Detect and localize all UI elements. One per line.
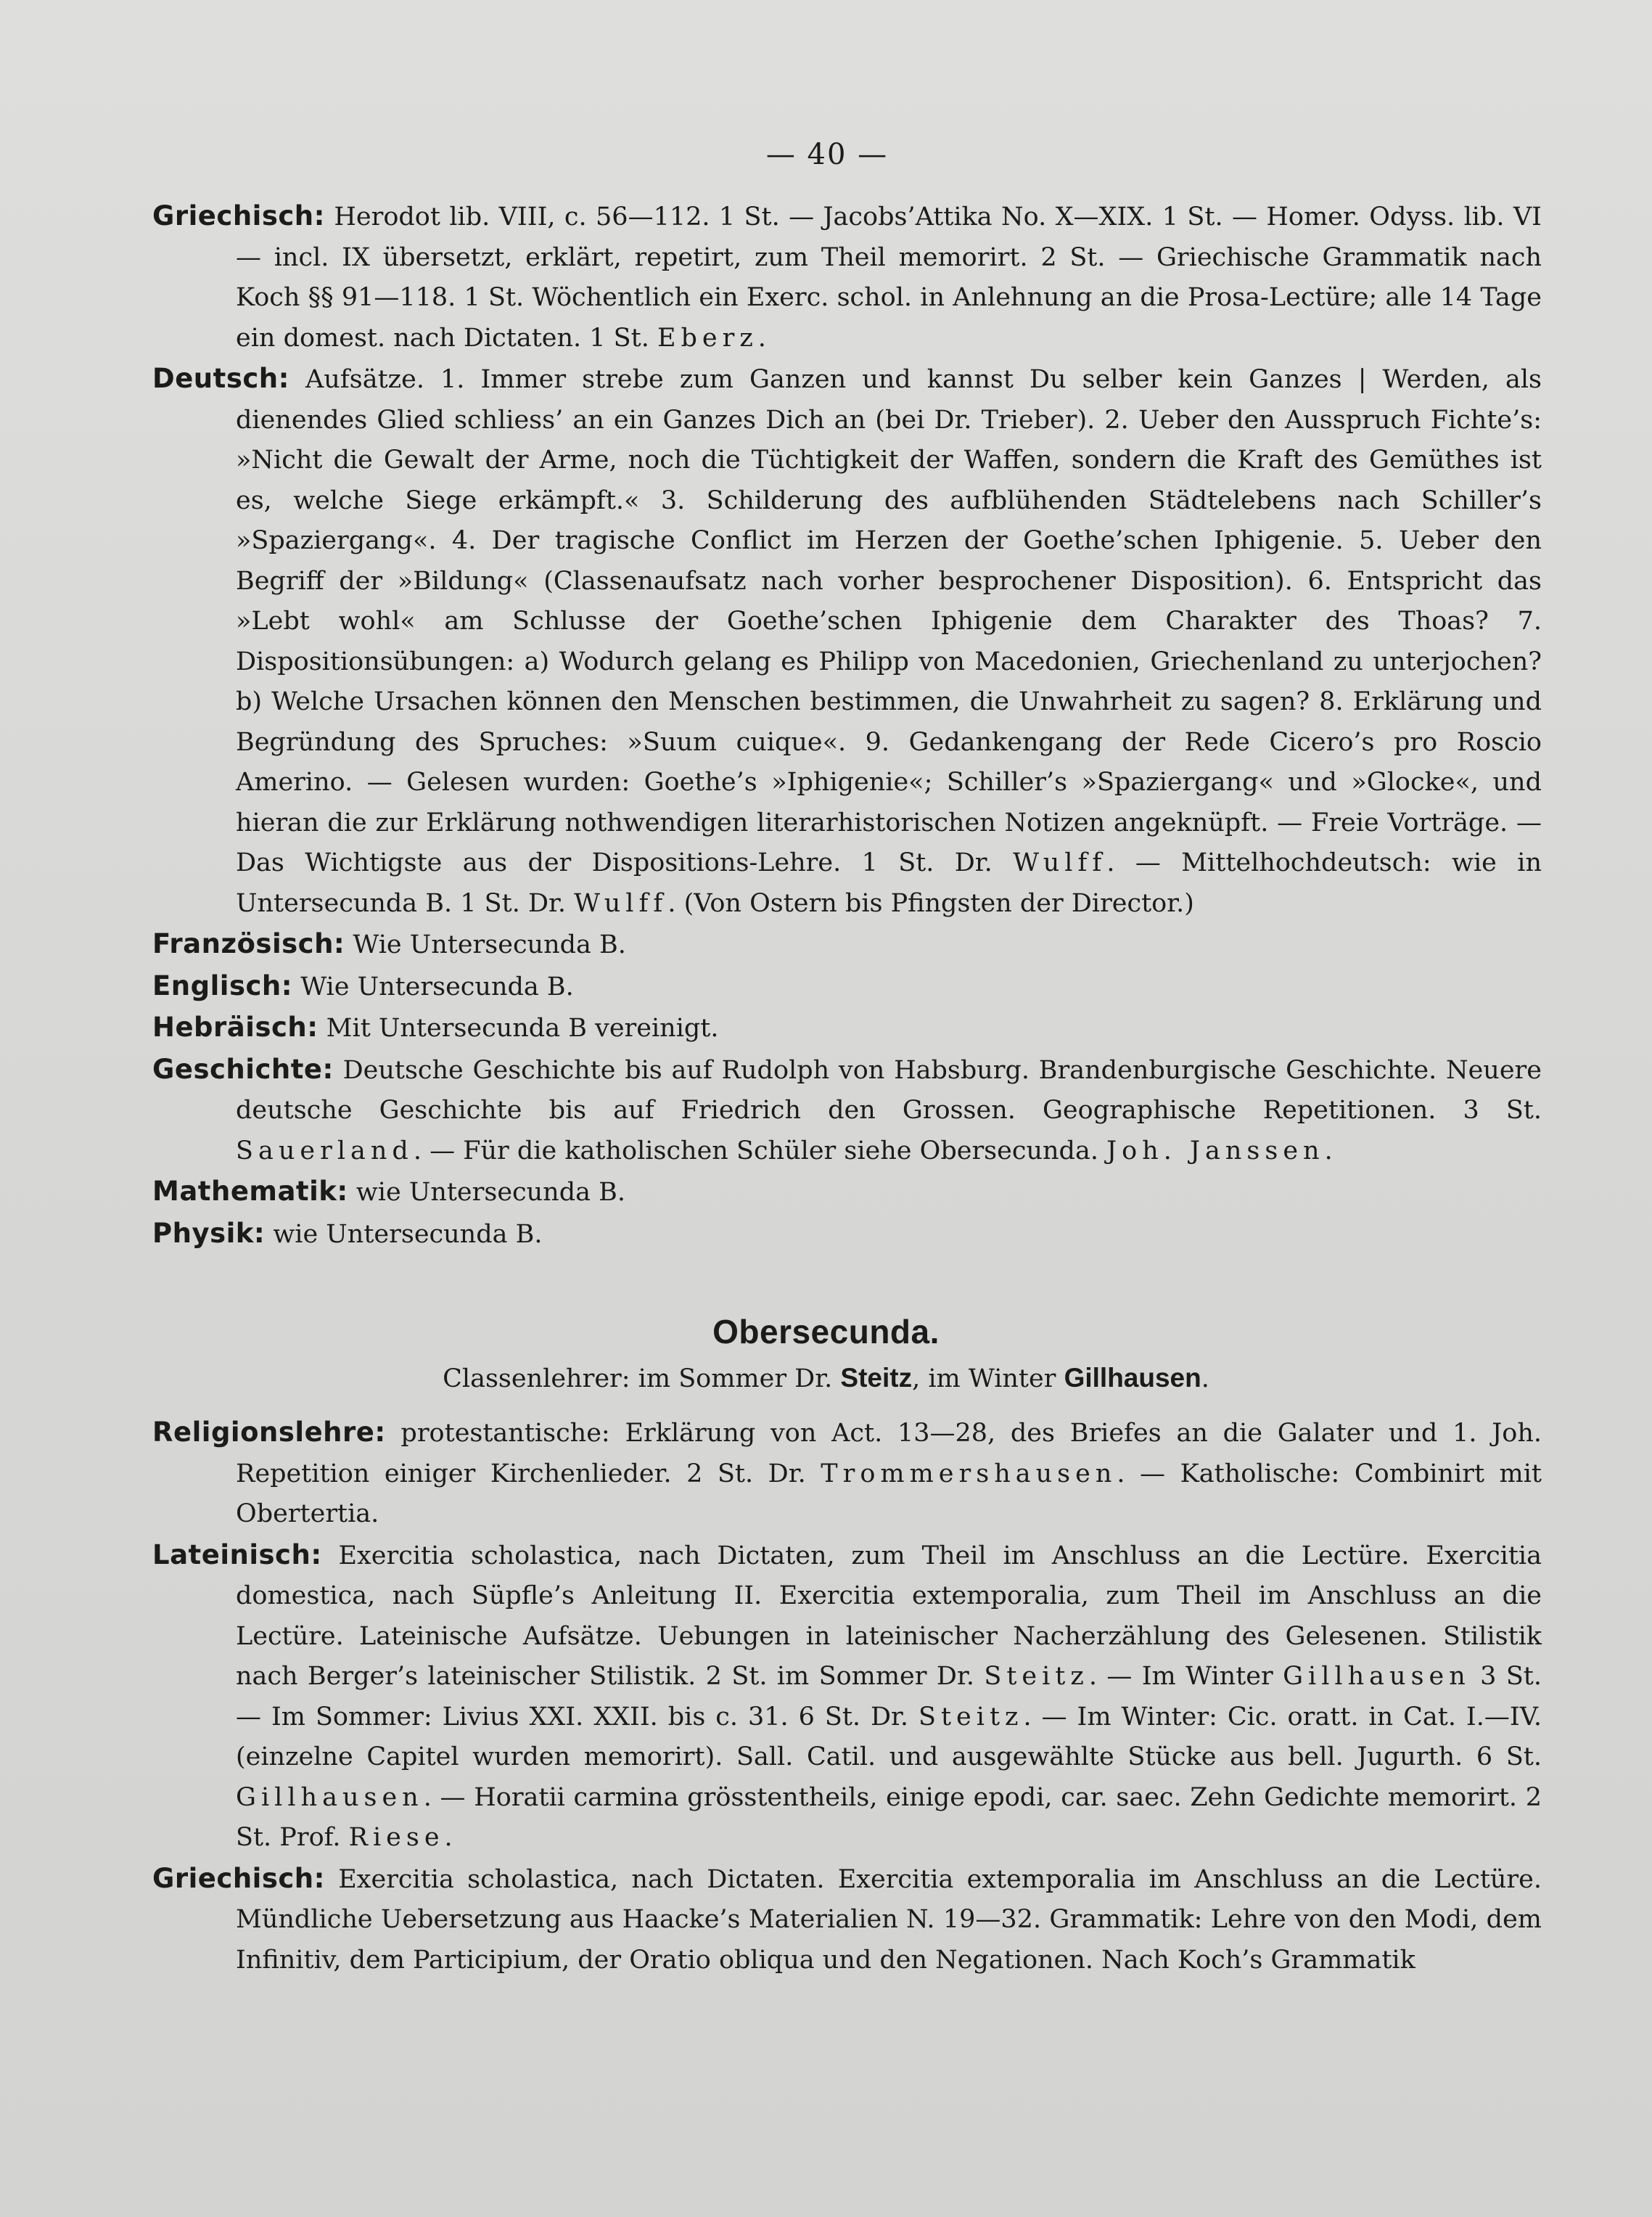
subject-text: Herodot lib. VIII, c. 56—112. 1 St. — Jacobs’Attika No. X—XIX. 1 St. — Homer. Odyss. lib. VI — incl. IX übersetzt, erklärt, repetirt, zum Theil memorirt. 2 St. — Griechische Grammatik nach Koch §§ 91—118. 1 St. Wöchentlich ein Exerc. schol. in Anlehnung an die Prosa-Lectüre; alle 14 Tage ein domest. nach Dictaten. 1 St. bbox=[236, 202, 1542, 353]
subject-text: Aufsätze. 1. Immer strebe zum Ganzen und kannst Du selber kein Ganzes | Werden, als dienendes Glied schliess’ an ein Ganzes Dich an (bei Dr. Trieber). 2. Ueber den Ausspruch Fichte’s: »Nicht die Gewalt der Arme, noch die Tüchtigkeit der Waffen, sondern die Kraft des Gemüthes ist es, welche Siege erkämpft.« 3. Schilderung des aufblühenden Städtelebens nach Schiller’s »Spaziergang«. 4. Der tragische Conflict im Herzen der Goethe’schen Iphigenie. 5. Ueber den Begriff der »Bildung« (Classenaufsatz nach vorher besprochener Disposition). 6. Entspricht das »Lebt wohl« am Schlusse der Goethe’schen Iphigenie dem Charakter des Thoas? 7. Dispositionsübungen: a) Wodurch gelang es Philipp von Macedonien, Griechenland zu unterjochen? b) Welche Ursachen können den Menschen bestimmen, die Unwahrheit zu sagen? 8. Erklärung und Begründung des Spruches: »Suum cuique«. 9. Gedankengang der Rede Cicero’s pro Roscio Amerino. — Gelesen wurden: Goethe’s »Iphigenie«; Schiller’s »Spaziergang« und »Glocke«, und hieran die zur Erklärung nothwendigen literarhistorischen Notizen angeknüpft. — Freie Vorträge. — Das Wichtigste aus der Dispositions-Lehre. 1 St. Dr. bbox=[236, 365, 1542, 877]
subject-text: Deutsche Geschichte bis auf Rudolph von Habsburg. Brandenburgische Geschichte. Neuere deutsche Geschichte bis auf Friedrich den Grossen. Geographische Repetitionen. 3 St. bbox=[236, 1055, 1542, 1125]
subject-text: Mit Untersecunda B vereinigt. bbox=[318, 1014, 719, 1043]
subject-label: Mathematik: bbox=[152, 1176, 348, 1207]
subject-text: . — Katholische: Combinirt mit Obertertia. bbox=[236, 1459, 1542, 1528]
subject-entry bbox=[152, 924, 1542, 966]
subject-entry bbox=[152, 1859, 1542, 1981]
teacher-name: Eberz bbox=[657, 323, 758, 353]
teacher-name: Wulff bbox=[1013, 848, 1107, 877]
subject-label: Physik: bbox=[152, 1217, 266, 1249]
section-1-subjects bbox=[152, 196, 1542, 1255]
subject-text: . bbox=[1324, 1136, 1333, 1165]
teacher-name: Steitz bbox=[919, 1702, 1024, 1732]
subject-text: 3 St. — Im Sommer: Livius XXI. XXII. bis c. 31. 6 St. Dr. bbox=[236, 1662, 1542, 1732]
subject-entry bbox=[152, 1049, 1542, 1172]
subject-text: . — Im Winter bbox=[1088, 1662, 1283, 1691]
teacher-winter: Gillhausen bbox=[1064, 1363, 1201, 1393]
subject-label: Hebräisch: bbox=[152, 1012, 319, 1043]
teacher-name: Gillhausen bbox=[1283, 1662, 1471, 1691]
subject-text: Exercitia scholastica, nach Dictaten, zum Theil im Anschluss an die Lectüre. Exercitia domestica, nach Süpfle’s Anleitung II. Exercitia extemporalia, zum Theil im Anschluss an die Lectüre. Lateinische Aufsätze. Uebungen in lateinischer Nacherzählung des Gelesenen. Stilistik nach Berger’s lateinischer Stilistik. 2 St. im Sommer Dr. bbox=[236, 1541, 1542, 1691]
subject-entry bbox=[152, 358, 1542, 924]
subject-text: . — Im Winter: Cic. oratt. in Cat. I.—IV. (einzelne Capitel wurden memorirt). Sall. Catil. und ausgewählte Stücke aus bell. Jugurth. 6 St. bbox=[236, 1702, 1542, 1771]
teacher-line-prefix: Classenlehrer: im Sommer Dr. bbox=[443, 1364, 841, 1393]
subject-text: . — Mittelhochdeutsch: wie in Untersecunda B. 1 St. Dr. bbox=[236, 848, 1542, 918]
teacher-name: Gillhausen bbox=[236, 1782, 424, 1812]
subject-entry bbox=[152, 966, 1542, 1008]
subject-text: Wie Untersecunda B. bbox=[292, 972, 574, 1001]
teacher-line-middle: , im Winter bbox=[912, 1364, 1064, 1393]
subject-text: wie Untersecunda B. bbox=[265, 1219, 543, 1249]
subject-entry bbox=[152, 1007, 1542, 1049]
subject-entry bbox=[152, 1535, 1542, 1859]
teacher-summer: Steitz bbox=[840, 1363, 913, 1393]
subject-entry bbox=[152, 196, 1542, 358]
subject-text: . — Horatii carmina grösstentheils, einige epodi, car. saec. Zehn Gedichte memorirt. 2 St. Prof. bbox=[236, 1782, 1542, 1852]
subject-label: Griechisch: bbox=[152, 1862, 325, 1894]
subject-label: Lateinisch: bbox=[152, 1538, 322, 1570]
subject-label: Französisch: bbox=[152, 928, 345, 959]
subject-entry bbox=[152, 1171, 1542, 1213]
subject-label: Englisch: bbox=[152, 970, 293, 1001]
subject-label: Griechisch: bbox=[152, 200, 325, 231]
section-2-subjects bbox=[152, 1412, 1542, 1980]
subject-entry bbox=[152, 1213, 1542, 1255]
teacher-name: Trommershausen bbox=[821, 1459, 1117, 1488]
subject-text: Exercitia scholastica, nach Dictaten. Exercitia extemporalia im Anschluss an die Lectüre. Mündliche Uebersetzung aus Haacke’s Materialien N. 19—32. Grammatik: Lehre von den Modi, dem Infinitiv, dem Participium, der Oratio obliqua und den Negationen. Nach Koch’s Grammatik bbox=[236, 1864, 1542, 1975]
subject-text: . bbox=[757, 323, 766, 353]
subject-label: Geschichte: bbox=[152, 1053, 334, 1085]
subject-label: Religionslehre: bbox=[152, 1417, 386, 1448]
subject-entry bbox=[152, 1412, 1542, 1535]
subject-text: . — Für die katholischen Schüler siehe Obersecunda. bbox=[413, 1136, 1107, 1165]
subject-text: protestantische: Erklärung von Act. 13—28, des Briefes an die Galater und 1. Joh. Repetition einiger Kirchenlieder. 2 St. Dr. bbox=[236, 1419, 1542, 1488]
teacher-name: Joh. Janssen bbox=[1106, 1136, 1325, 1165]
subject-text: Wie Untersecunda B. bbox=[345, 930, 626, 959]
teacher-name: Riese bbox=[348, 1823, 445, 1852]
class-teacher-line bbox=[0, 1363, 1652, 1393]
section-title: Obersecunda. bbox=[712, 1313, 940, 1351]
teacher-name: Wulff bbox=[574, 888, 668, 918]
teacher-name: Sauerland bbox=[236, 1136, 414, 1165]
subject-text: wie Untersecunda B. bbox=[348, 1178, 625, 1207]
teacher-name: Steitz bbox=[984, 1662, 1089, 1691]
subject-text: . (Von Ostern bis Pfingsten der Director.) bbox=[667, 888, 1194, 918]
teacher-line-suffix: . bbox=[1201, 1364, 1209, 1393]
subject-text: . bbox=[444, 1823, 453, 1852]
page-number: — 40 — bbox=[765, 138, 889, 171]
subject-label: Deutsch: bbox=[152, 363, 289, 394]
